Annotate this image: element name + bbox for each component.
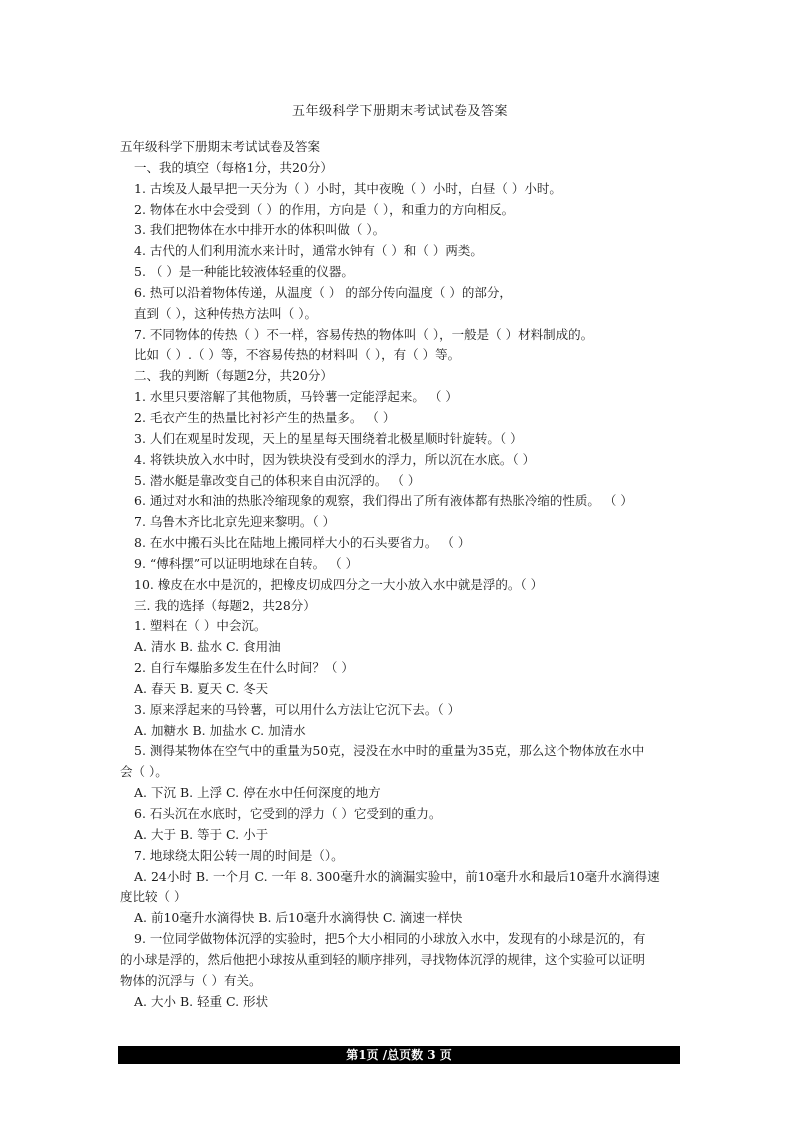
document-title: 五年级科学下册期末考试试卷及答案 [291, 104, 508, 119]
section-heading: 二、我的判断（每题2分，共20分） [134, 368, 333, 384]
section-heading: 一、我的填空（每格1分，共20分） [134, 159, 333, 175]
body-heading: 五年级科学下册期末考试试卷及答案 [120, 139, 321, 154]
question-line: 4. 古代的人们利用流水来计时，通常水钟有（ ）和（ ）两类。 [134, 243, 483, 259]
question-line: 5. 测得某物体在空气中的重量为50克，浸没在水中时的重量为35克，那么这个物体放在水中 [134, 743, 645, 759]
question-line: 的小球是浮的，然后他把小球按从重到轻的顺序排列，寻找物体沉浮的规律，这个实验可以证明 [120, 951, 646, 967]
option-line: A. 清水 B. 盐水 C. 食用油 [134, 639, 281, 655]
question-line: 4. 将铁块放入水中时，因为铁块没有受到水的浮力，所以沉在水底。（ ） [134, 451, 536, 467]
question-line: 度比较（ ） [120, 889, 187, 905]
question-line: 3. 原来浮起来的马铃薯，可以用什么方法让它沉下去。（ ） [134, 701, 461, 717]
question-line: 1. 塑料在（ ）中会沉。 [134, 618, 267, 634]
option-line: A. 大小 B. 轻重 C. 形状 [134, 993, 269, 1009]
question-line: 比如（ ）.（ ）等，不容易传热的材料叫（ ），有（ ）等。 [134, 347, 461, 363]
question-line: 物体的沉浮与（ ）有关。 [120, 972, 262, 988]
question-line: 3. 人们在观星时发现，天上的星星每天围绕着北极星顺时针旋转。（ ） [134, 430, 523, 446]
question-line: 会（ ）。 [120, 764, 168, 780]
section-heading: 三. 我的选择（每题2，共28分） [134, 597, 316, 613]
question-line: 5. （ ）是一种能比较液体轻重的仪器。 [134, 264, 354, 280]
question-line: 8. 在水中搬石头比在陆地上搬同样大小的石头要省力。 （ ） [134, 535, 471, 551]
question-line: 1. 古埃及人最早把一天分为（ ）小时，其中夜晚（ ）小时，白昼（ ）小时。 [134, 180, 562, 196]
question-line: 2. 自行车爆胎多发生在什么时间？（ ） [134, 660, 354, 676]
option-line: A. 加糖水 B. 加盐水 C. 加清水 [134, 722, 306, 738]
question-line: 2. 毛衣产生的热量比衬衫产生的热量多。 （ ） [134, 409, 396, 425]
option-line: A. 大于 B. 等于 C. 小于 [134, 826, 269, 842]
question-line: 5. 潜水艇是靠改变自己的体积来自由沉浮的。 （ ） [134, 472, 421, 488]
option-line: A. 前10毫升水滴得快 B. 后10毫升水滴得快 C. 滴速一样快 [134, 910, 463, 926]
question-line: 2. 物体在水中会受到（ ）的作用，方向是（ ），和重力的方向相反。 [134, 201, 515, 217]
option-line: A. 24小时 B. 一个月 C. 一年 8. 300毫升水的滴漏实验中，前10毫升水和最后10毫升水滴得速 [134, 868, 660, 884]
option-line: A. 春天 B. 夏天 C. 冬天 [134, 680, 269, 696]
question-line: 1. 水里只要溶解了其他物质，马铃薯一定能浮起来。 （ ） [134, 389, 458, 405]
document-body [120, 137, 710, 1012]
question-line: 6. 石头沉在水底时，它受到的浮力（ ）它受到的重力。 [134, 806, 442, 821]
option-line: A. 下沉 B. 上浮 C. 停在水中任何深度的地方 [134, 785, 381, 801]
question-line: 6. 通过对水和油的热胀冷缩现象的观察，我们得出了所有液体都有热胀冷缩的性质。 （ ） [134, 493, 633, 509]
question-line: 7. 乌鲁木齐比北京先迎来黎明。（ ） [134, 514, 336, 530]
question-line: 9. 一位同学做物体沉浮的实验时，把5个大小相同的小球放入水中，发现有的小球是沉的，有 [134, 931, 646, 947]
question-line: 6. 热可以沿着物体传递，从温度（ ） 的部分传向温度（ ）的部分， [134, 284, 512, 300]
question-line: 7. 不同物体的传热（ ）不一样，容易传热的物体叫（ ），一般是（ ）材料制成的。 [134, 326, 594, 342]
question-line: 10. 橡皮在水中是沉的，把橡皮切成四分之一大小放入水中就是浮的。（ ） [134, 576, 544, 592]
question-line: 9. “傅科摆”可以证明地球在自转。 （ ） [134, 555, 359, 571]
question-line: 7. 地球绕太阳公转一周的时间是（）。 [134, 847, 344, 863]
question-line: 直到（ ），这种传热方法叫（ ）。 [134, 305, 317, 321]
question-line: 3. 我们把物体在水中排开水的体积叫做（ ）。 [134, 222, 386, 238]
page-footer: 第1页 /总页数 3 页 [118, 1046, 680, 1064]
